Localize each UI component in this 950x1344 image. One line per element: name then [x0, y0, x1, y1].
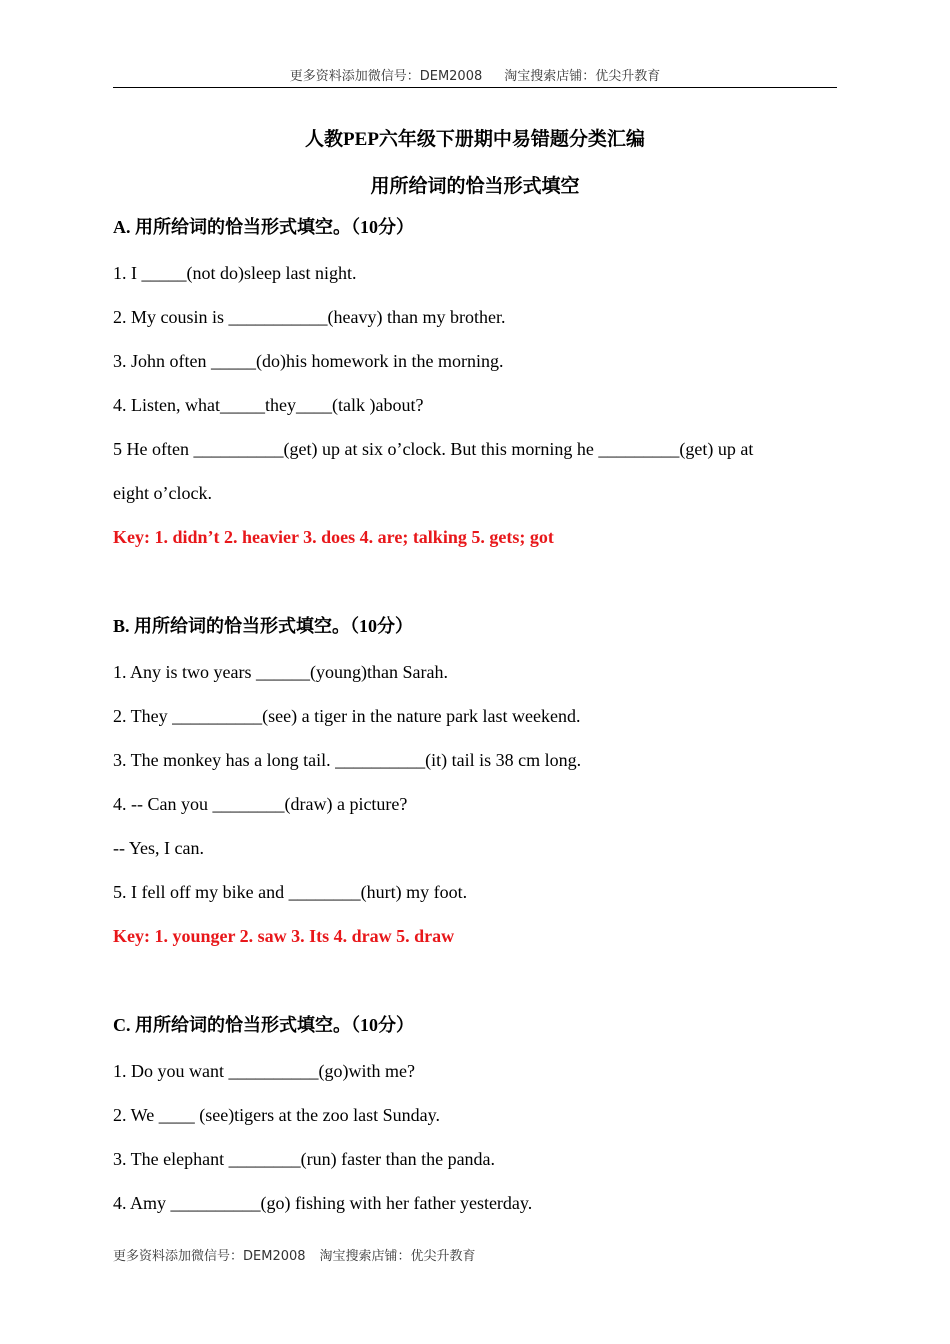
section-c-item: 1. Do you want __________(go)with me?	[113, 1061, 415, 1081]
page-header	[113, 66, 837, 88]
document-title: 人教PEP六年级下册期中易错题分类汇编	[305, 129, 645, 150]
header-wechat-text: 更多资料添加微信号：DEM2008	[289, 69, 483, 84]
section-a-answer-key: Key: 1. didn’t 2. heavier 3. does 4. are; talking 5. gets; got	[113, 527, 554, 547]
document-subtitle: 用所给词的恰当形式填空	[370, 176, 580, 197]
section-c-item: 4. Amy __________(go) fishing with her father yesterday.	[113, 1193, 533, 1213]
page-footer	[113, 1245, 476, 1264]
section-a-item-continued: eight o’clock.	[113, 483, 212, 503]
section-a-item: 1. I _____(not do)sleep last night.	[113, 263, 357, 283]
section-b-item: 5. I fell off my bike and ________(hurt) my foot.	[113, 882, 468, 902]
section-c-item: 3. The elephant ________(run) faster than the panda.	[113, 1149, 496, 1169]
section-b-answer-key: Key: 1. younger 2. saw 3. Its 4. draw 5. draw	[113, 926, 455, 946]
header-shop-text: 淘宝搜索店铺：优尖升教育	[504, 69, 661, 84]
section-b-item: 3. The monkey has a long tail. __________(it) tail is 38 cm long.	[113, 750, 582, 770]
section-a-item: 4. Listen, what_____they____(talk )about?	[113, 395, 424, 415]
section-b-item-reply: -- Yes, I can.	[113, 838, 204, 858]
section-a-heading: A. 用所给词的恰当形式填空。（10分）	[113, 217, 414, 237]
section-a-item: 5 He often __________(get) up at six o’clock. But this morning he _________(get) up at	[113, 439, 754, 459]
section-b-item: 4. -- Can you ________(draw) a picture?	[113, 794, 408, 814]
section-a-item: 3. John often _____(do)his homework in the morning.	[113, 351, 504, 371]
section-b-item: 1. Any is two years ______(young)than Sarah.	[113, 662, 448, 682]
section-c-item: 2. We ____ (see)tigers at the zoo last Sunday.	[113, 1105, 440, 1125]
section-c-heading: C. 用所给词的恰当形式填空。（10分）	[113, 1015, 414, 1035]
section-a-item: 2. My cousin is ___________(heavy) than my brother.	[113, 307, 506, 327]
section-b-heading: B. 用所给词的恰当形式填空。（10分）	[113, 616, 414, 636]
section-b-item: 2. They __________(see) a tiger in the nature park last weekend.	[113, 706, 581, 726]
footer-shop-text: 淘宝搜索店铺：优尖升教育	[319, 1249, 476, 1264]
footer-wechat-text: 更多资料添加微信号：DEM2008	[113, 1249, 306, 1264]
